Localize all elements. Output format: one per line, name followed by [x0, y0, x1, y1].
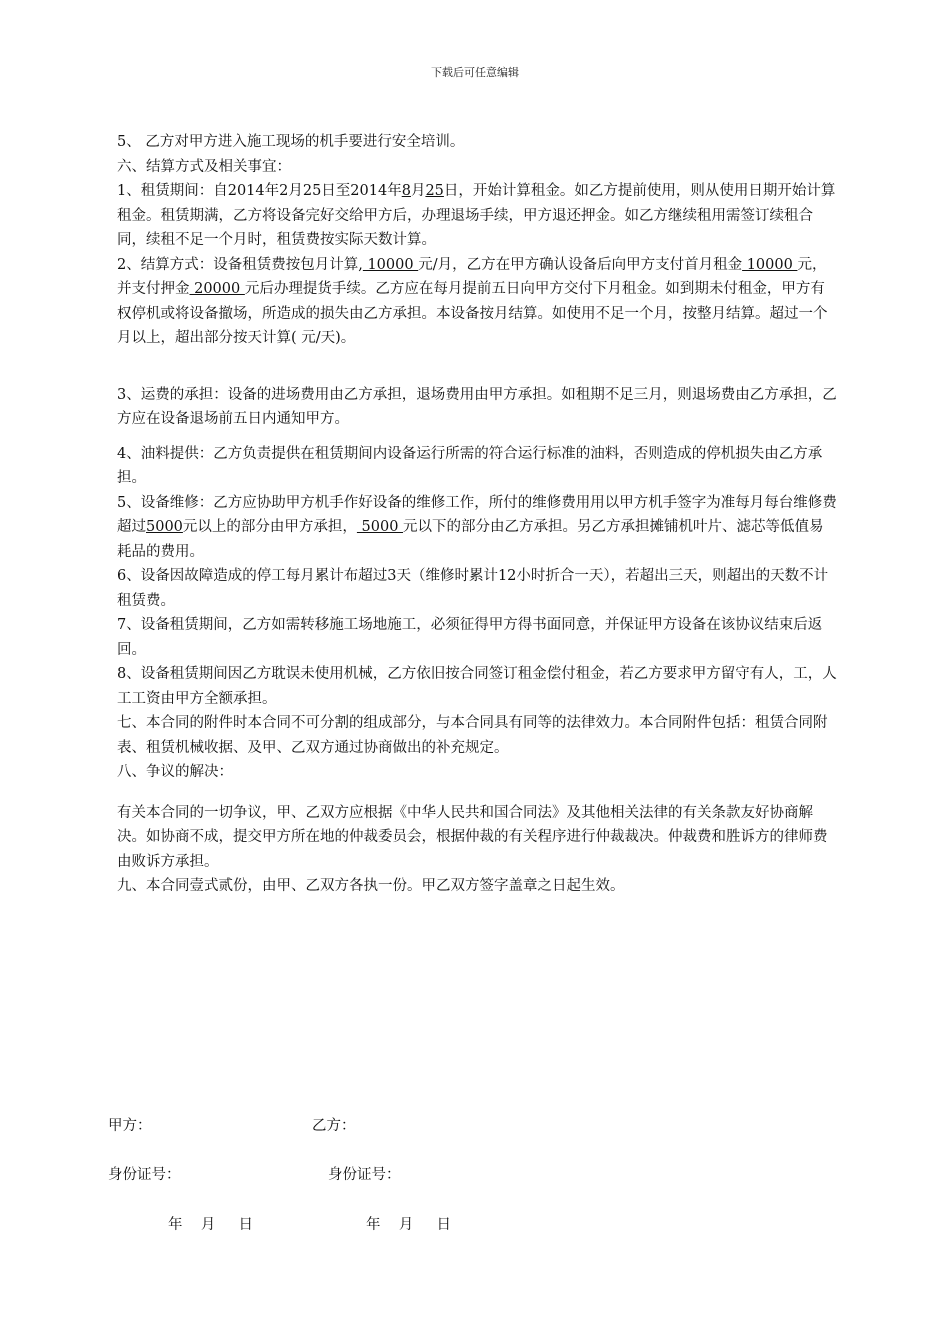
clause-6-2-settlement: 2、结算方式：设备租赁费按包月计算, 10000 元/月，乙方在甲方确认设备后向甲方支付首月租金 10000 元，并支付押金 20000 元后办理提货手续。乙方应在每月提前五日向甲方交付下月租金。如到期未付租金，甲方有权停机或将设备撤场，所造成的损失由乙方承担。本设备按月结算。如使用不足一个月，按整月结算。超过一个月以上，超出部分按天计算( 元/天)。: [117, 256, 828, 346]
clause-5-training: 5、 乙方对甲方进入施工现场的机手要进行安全培训。: [117, 134, 465, 150]
clause-6-8-idle: 8、设备租赁期间因乙方耽误未使用机械，乙方依旧按合同签订租金偿付租金，若乙方要求甲方留守有人，工，人工工资由甲方全额承担。: [117, 666, 837, 707]
end-day: 25: [425, 183, 444, 199]
clause-6-7-relocation: 7、设备租赁期间，乙方如需转移施工场地施工，必须征得甲方得书面同意，并保证甲方设备在该协议结束后返回。: [117, 617, 823, 658]
section-7-attachments: 七、本合同的附件时本合同不可分割的组成部分，与本合同具有同等的法律效力。本合同附件包括：租赁合同附表、租赁机械收据、及甲、乙双方通过协商做出的补充规定。: [117, 715, 828, 756]
date-b: 年 月 日: [366, 1217, 451, 1233]
section-8-title: 八、争议的解决：: [117, 764, 233, 780]
id-number-b-label: 身份证号：: [328, 1167, 401, 1183]
first-rent: 10000: [742, 256, 798, 273]
end-month: 8: [401, 183, 411, 199]
party-b-label: 乙方：: [312, 1118, 356, 1134]
date-a: 年 月 日: [168, 1217, 253, 1233]
monthly-rent: 10000: [362, 256, 419, 273]
clause-6-5-maintenance: 5、设备维修：乙方应协助甲方机手作好设备的维修工作，所付的维修费用用以甲方机手签字为准每月每台维修费超过5000元以上的部分由甲方承担， 5000 元以下的部分由乙方承担。另乙方承担摊铺机叶片、滤芯等低值易耗品的费用。: [117, 494, 837, 560]
clause-6-1-lease-period: 1、租赁期间：自2014年2月25日至2014年8月25日，开始计算租金。如乙方提前使用，则从使用日期开始计算租金。租赁期满，乙方将设备完好交给甲方后，办理退场手续，甲方退还押金。如乙方继续租用需签订续租合同，续租不足一个月时，租赁费按实际天数计算。: [117, 183, 836, 248]
page-header: 下载后可任意编辑: [431, 66, 519, 79]
section-6-title: 六、结算方式及相关事宜：: [117, 158, 291, 175]
section-8-body: 有关本合同的一切争议，甲、乙双方应根据《中华人民共和国合同法》及其他相关法律的有关条款友好协商解决。如协商不成，提交甲方所在地的仲裁委员会，根据仲裁的有关程序进行仲裁裁决。仲裁费和胜诉方的律师费由败诉方承担。: [117, 804, 828, 870]
contract-body: [117, 130, 837, 899]
party-a-label: 甲方：: [108, 1118, 152, 1134]
repair-threshold-1: 5000: [146, 519, 183, 535]
clause-6-4-fuel: 4、油料提供：乙方负责提供在租赁期间内设备运行所需的符合运行标准的油料，否则造成的停机损失由乙方承担。: [117, 445, 823, 486]
section-9-effective: 九、本合同壹式贰份，由甲、乙双方各执一份。甲乙双方签字盖章之日起生效。: [117, 878, 625, 894]
id-number-a-label: 身份证号：: [108, 1167, 181, 1183]
clause-6-3-freight: 3、运费的承担：设备的进场费用由乙方承担，退场费用由甲方承担。如租期不足三月，则退场费由乙方承担，乙方应在设备退场前五日内通知甲方。: [117, 386, 837, 427]
clause-6-6-downtime: 6、设备因故障造成的停工每月累计布超过3天（维修时累计12小时折合一天），若超出三天，则超出的天数不计租赁费。: [117, 568, 829, 609]
deposit: 20000: [189, 281, 245, 297]
repair-threshold-2: 5000: [356, 519, 404, 535]
